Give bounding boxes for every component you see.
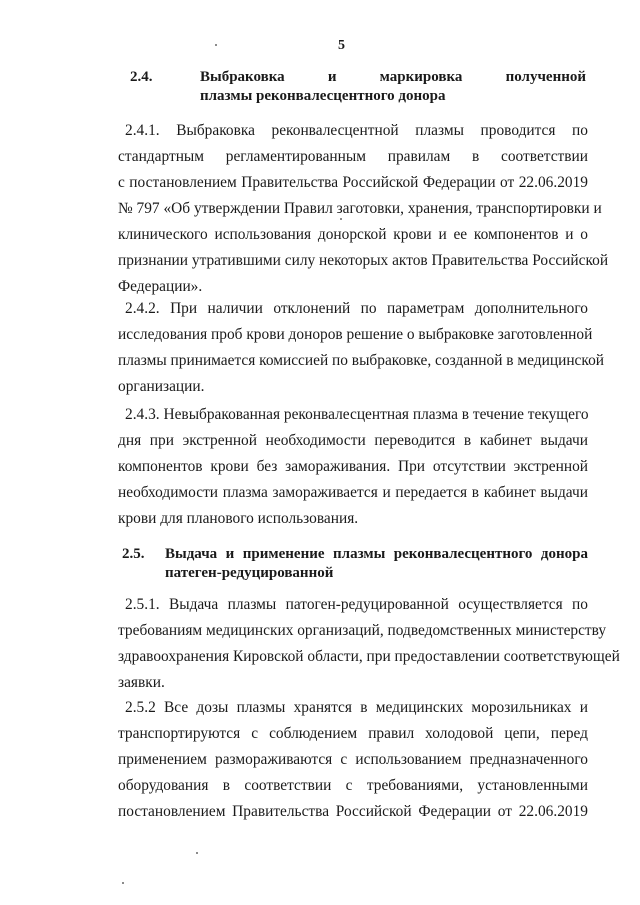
paragraph-line: Федерации».: [118, 278, 203, 295]
paragraph-line: применением размораживаются с использованием предназначенного: [118, 751, 588, 768]
paragraph-line: стандартным регламентированным правилам в соответствии: [118, 148, 588, 165]
section-title-line: Выбраковка и маркировка полученной: [200, 69, 586, 85]
paragraph-line: клинического использования донорской крови и ее компонентов и о: [118, 226, 588, 243]
paragraph-line: исследования проб крови доноров решение о выбраковке заготовленной: [118, 326, 593, 343]
paragraph-line: 2.4.3. Невыбракованная реконвалесцентная плазма в течение текущего: [125, 406, 589, 423]
section-title-line: плазмы реконвалесцентного донора: [200, 88, 446, 104]
paragraph-line: плазмы принимается комиссией по выбраковке, созданной в медицинской: [118, 352, 605, 369]
paragraph-line: постановлением Правительства Российской Федерации от 22.06.2019: [118, 803, 588, 820]
paragraph-line: дня при экстренной необходимости переводится в кабинет выдачи: [118, 432, 588, 449]
section-heading-2-5: [122, 545, 588, 585]
section-title: [165, 545, 588, 583]
section-number: 2.4.: [130, 69, 153, 85]
paragraph-line: с постановлением Правительства Российской Федерации от 22.06.2019: [118, 174, 588, 191]
section-number: 2.5.: [122, 546, 145, 562]
scan-speck: [340, 218, 342, 220]
section-heading-2-4: [130, 68, 586, 108]
page-number: 5: [338, 38, 345, 53]
scan-speck: [122, 882, 124, 884]
paragraph-line: здравоохранения Кировской области, при предоставлении соответствующей: [118, 648, 620, 665]
paragraph-line: требованиям медицинских организаций, подведомственных министерству: [118, 622, 607, 639]
scan-speck: [196, 852, 198, 854]
paragraph-line: 2.4.2. При наличии отклонений по параметрам дополнительного: [125, 300, 588, 317]
paragraph-2-5-2: [118, 695, 588, 825]
paragraph-line: организации.: [118, 378, 205, 395]
paragraph-line: 2.5.2 Все дозы плазмы хранятся в медицинских морозильниках и: [125, 699, 588, 716]
section-title: [200, 68, 586, 106]
paragraph-line: оборудования в соответствии с требованиями, установленными: [118, 777, 588, 794]
paragraph-line: заявки.: [118, 674, 165, 691]
paragraph-2-5-1: [118, 592, 620, 696]
paragraph-line: признании утратившими силу некоторых актов Правительства Российской: [118, 252, 609, 269]
paragraph-line: 2.4.1. Выбраковка реконвалесцентной плазмы проводится по: [125, 122, 588, 139]
paragraph-2-4-3: [118, 402, 588, 532]
section-title-line: патеген-редуцированной: [165, 565, 334, 581]
paragraph-line: 2.5.1. Выдача плазмы патоген-редуцированной осуществляется по: [125, 596, 588, 613]
paragraph-line: необходимости плазма замораживается и передается в кабинет выдачи: [118, 484, 588, 501]
section-title-line: Выдача и применение плазмы реконвалесцентного донора: [165, 546, 588, 562]
scan-speck: [215, 44, 217, 46]
paragraph-2-4-1: [118, 118, 609, 300]
paragraph-line: компонентов крови без замораживания. При отсутствии экстренной: [118, 458, 588, 475]
paragraph-line: крови для планового использования.: [118, 510, 359, 527]
paragraph-line: транспортируются с соблюдением правил холодовой цепи, перед: [118, 725, 588, 742]
paragraph-2-4-2: [118, 296, 605, 400]
paragraph-line: № 797 «Об утверждении Правил заготовки, хранения, транспортировки и: [118, 200, 602, 217]
